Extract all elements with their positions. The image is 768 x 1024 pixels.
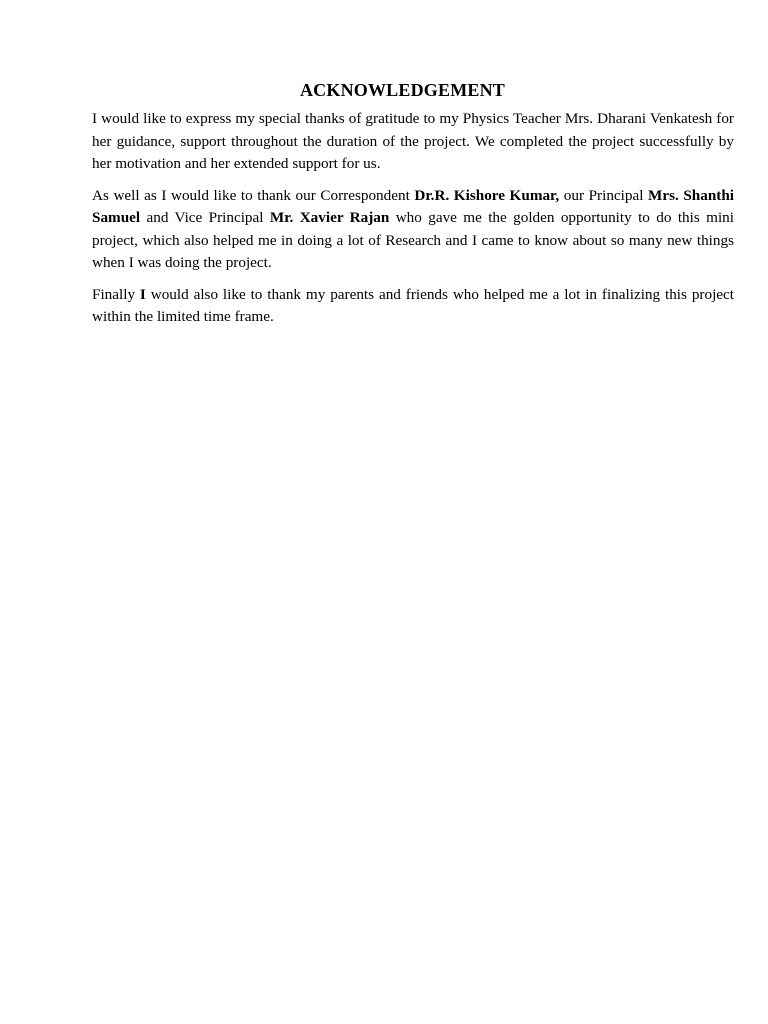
paragraph-text: I would like to express my special thanks of gratitude to my Physics Teacher Mrs. Dharani Venkatesh for her guidance, support throughout the duration of the project. We completed the project successfully by her motivation and her extended support for us.	[92, 110, 734, 172]
paragraph-gratitude-family	[92, 284, 734, 329]
paragraph-text: and Vice Principal	[140, 209, 270, 226]
vice-principal-name: Mr. Xavier Rajan	[269, 209, 390, 226]
paragraph-text: our Principal	[559, 186, 648, 204]
emphasized-pronoun: I	[139, 285, 146, 303]
document-title: ACKNOWLEDGEMENT	[299, 80, 506, 100]
paragraph-gratitude-teacher	[92, 108, 734, 176]
paragraph-gratitude-management	[92, 185, 734, 275]
paragraph-text: As well as I would like to thank our Correspondent	[92, 186, 415, 204]
paragraph-text: Finally	[92, 285, 140, 303]
paragraph-text: who gave me the golden opportunity to do this mini project, which also helped me in doing a lot of Research and I came to know about so many new things when I was doing the project.	[92, 209, 734, 271]
principal-name: Mrs. Shanthi Samuel	[92, 186, 735, 226]
correspondent-name: Dr.R. Kishore Kumar,	[414, 186, 560, 204]
document-body	[92, 108, 734, 338]
paragraph-text: would also like to thank my parents and friends who helped me a lot in finalizing this project within the limited time frame.	[92, 285, 734, 325]
